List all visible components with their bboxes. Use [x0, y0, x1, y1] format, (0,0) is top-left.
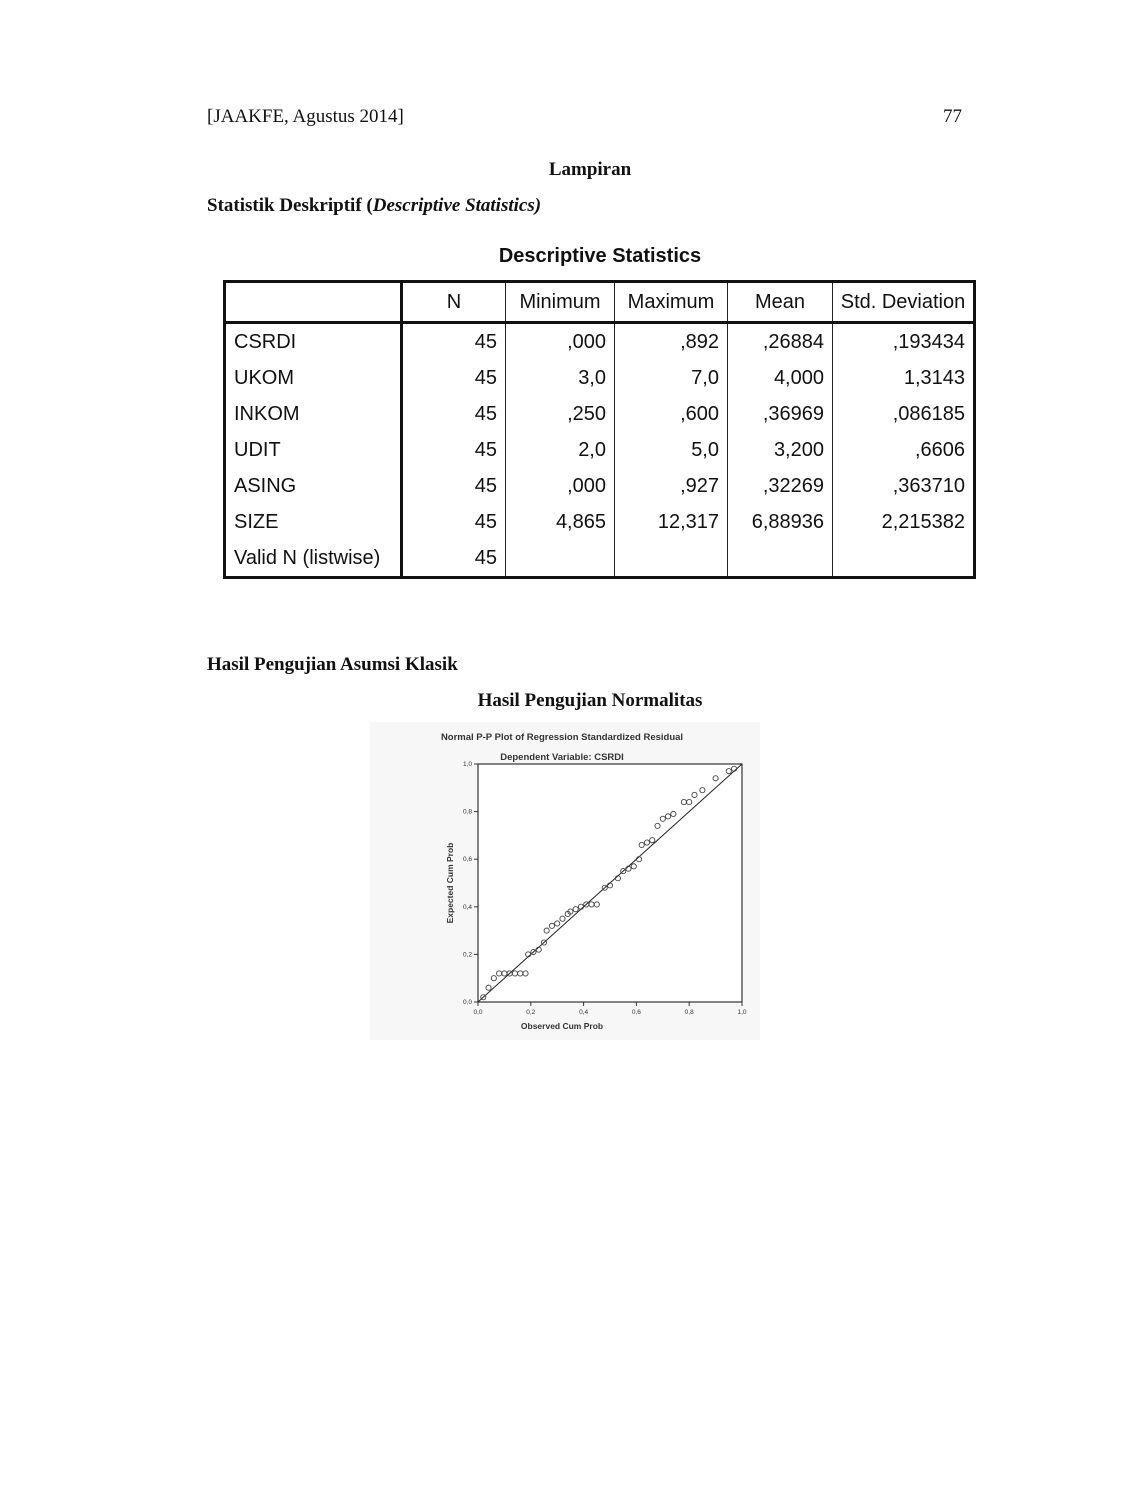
row-label: INKOM	[234, 402, 300, 425]
cell-std-deviation: ,086185	[833, 396, 975, 432]
cell-minimum: 3,0	[506, 360, 615, 396]
cell-n: 45	[402, 432, 506, 468]
cell-minimum: ,250	[506, 396, 615, 432]
cell-n: 45	[402, 323, 506, 361]
pp-plot-figure	[370, 722, 760, 1040]
table-row	[225, 396, 975, 432]
cell-mean: 6,88936	[728, 504, 833, 540]
row-label: Valid N (listwise)	[234, 546, 381, 569]
cell-minimum: ,000	[506, 323, 615, 361]
table-row	[225, 323, 975, 361]
x-tick-label: 0,4	[579, 1009, 589, 1016]
column-header: Mean	[728, 282, 833, 323]
cell-maximum: 5,0	[615, 432, 728, 468]
cell-maximum	[615, 540, 728, 578]
normality-heading: Hasil Pengujian Normalitas	[477, 690, 703, 711]
table-row	[225, 360, 975, 396]
x-axis-label: Observed Cum Prob	[520, 1021, 604, 1031]
cell-maximum: ,892	[615, 323, 728, 361]
cell-minimum: 2,0	[506, 432, 615, 468]
cell-maximum: 12,317	[615, 504, 728, 540]
cell-maximum: ,927	[615, 468, 728, 504]
cell-n: 45	[402, 396, 506, 432]
descriptive-heading-italic: Descriptive Statistics)	[372, 195, 542, 216]
cell-maximum: ,600	[615, 396, 728, 432]
cell-n: 45	[402, 540, 506, 578]
assumption-heading: Hasil Pengujian Asumsi Klasik	[207, 654, 458, 675]
section-title: Lampiran	[548, 159, 632, 180]
cell-std-deviation: 1,3143	[833, 360, 975, 396]
cell-n: 45	[402, 360, 506, 396]
column-header: Maximum	[615, 282, 728, 323]
y-tick-label: 0,8	[462, 808, 472, 816]
column-header: Std. Deviation	[833, 282, 975, 323]
table-row	[225, 468, 975, 504]
table-title: Descriptive Statistics	[498, 245, 702, 267]
chart-title: Normal P-P Plot of Regression Standardized Residual	[440, 732, 684, 743]
page-number: 77	[943, 106, 962, 127]
row-label: CSRDI	[234, 330, 297, 353]
cell-minimum: ,000	[506, 468, 615, 504]
cell-std-deviation	[833, 540, 975, 578]
pp-plot-chart	[370, 722, 760, 1040]
x-tick-label: 0,8	[684, 1009, 694, 1016]
cell-mean: 3,200	[728, 432, 833, 468]
cell-std-deviation: ,193434	[833, 323, 975, 361]
x-tick-label: 0,2	[526, 1009, 536, 1016]
descriptive-statistics-table	[223, 280, 976, 579]
row-label: UDIT	[234, 438, 281, 461]
y-axis-label: Expected Cum Prob	[445, 842, 455, 924]
cell-n: 45	[402, 504, 506, 540]
column-header	[225, 282, 402, 323]
row-label: SIZE	[234, 510, 279, 533]
cell-std-deviation: ,363710	[833, 468, 975, 504]
y-tick-label: 0,6	[462, 856, 472, 864]
y-tick-label: 1,0	[462, 761, 472, 768]
cell-mean: ,32269	[728, 468, 833, 504]
descriptive-heading-main: Statistik Deskriptif (	[207, 195, 373, 216]
cell-mean: 4,000	[728, 360, 833, 396]
cell-mean: ,36969	[728, 396, 833, 432]
x-tick-label: 0,0	[473, 1009, 483, 1016]
column-header: Minimum	[506, 282, 615, 323]
table-header-row	[225, 282, 975, 323]
column-header: N	[402, 282, 506, 323]
y-tick-label: 0,0	[462, 999, 472, 1006]
cell-std-deviation: 2,215382	[833, 504, 975, 540]
y-tick-label: 0,2	[462, 951, 472, 959]
table-row	[225, 504, 975, 540]
cell-n: 45	[402, 468, 506, 504]
running-header: [JAAKFE, Agustus 2014]	[207, 106, 404, 127]
y-tick-label: 0,4	[462, 903, 472, 911]
cell-mean: ,26884	[728, 323, 833, 361]
cell-mean	[728, 540, 833, 578]
cell-std-deviation: ,6606	[833, 432, 975, 468]
cell-maximum: 7,0	[615, 360, 728, 396]
x-tick-label: 1,0	[737, 1009, 747, 1016]
table-row	[225, 432, 975, 468]
cell-minimum	[506, 540, 615, 578]
table-row	[225, 540, 975, 578]
cell-minimum: 4,865	[506, 504, 615, 540]
x-tick-label: 0,6	[631, 1009, 641, 1016]
descriptive-heading	[207, 195, 541, 217]
row-label: UKOM	[234, 366, 294, 389]
row-label: ASING	[234, 474, 297, 497]
chart-subtitle: Dependent Variable: CSRDI	[500, 752, 624, 763]
